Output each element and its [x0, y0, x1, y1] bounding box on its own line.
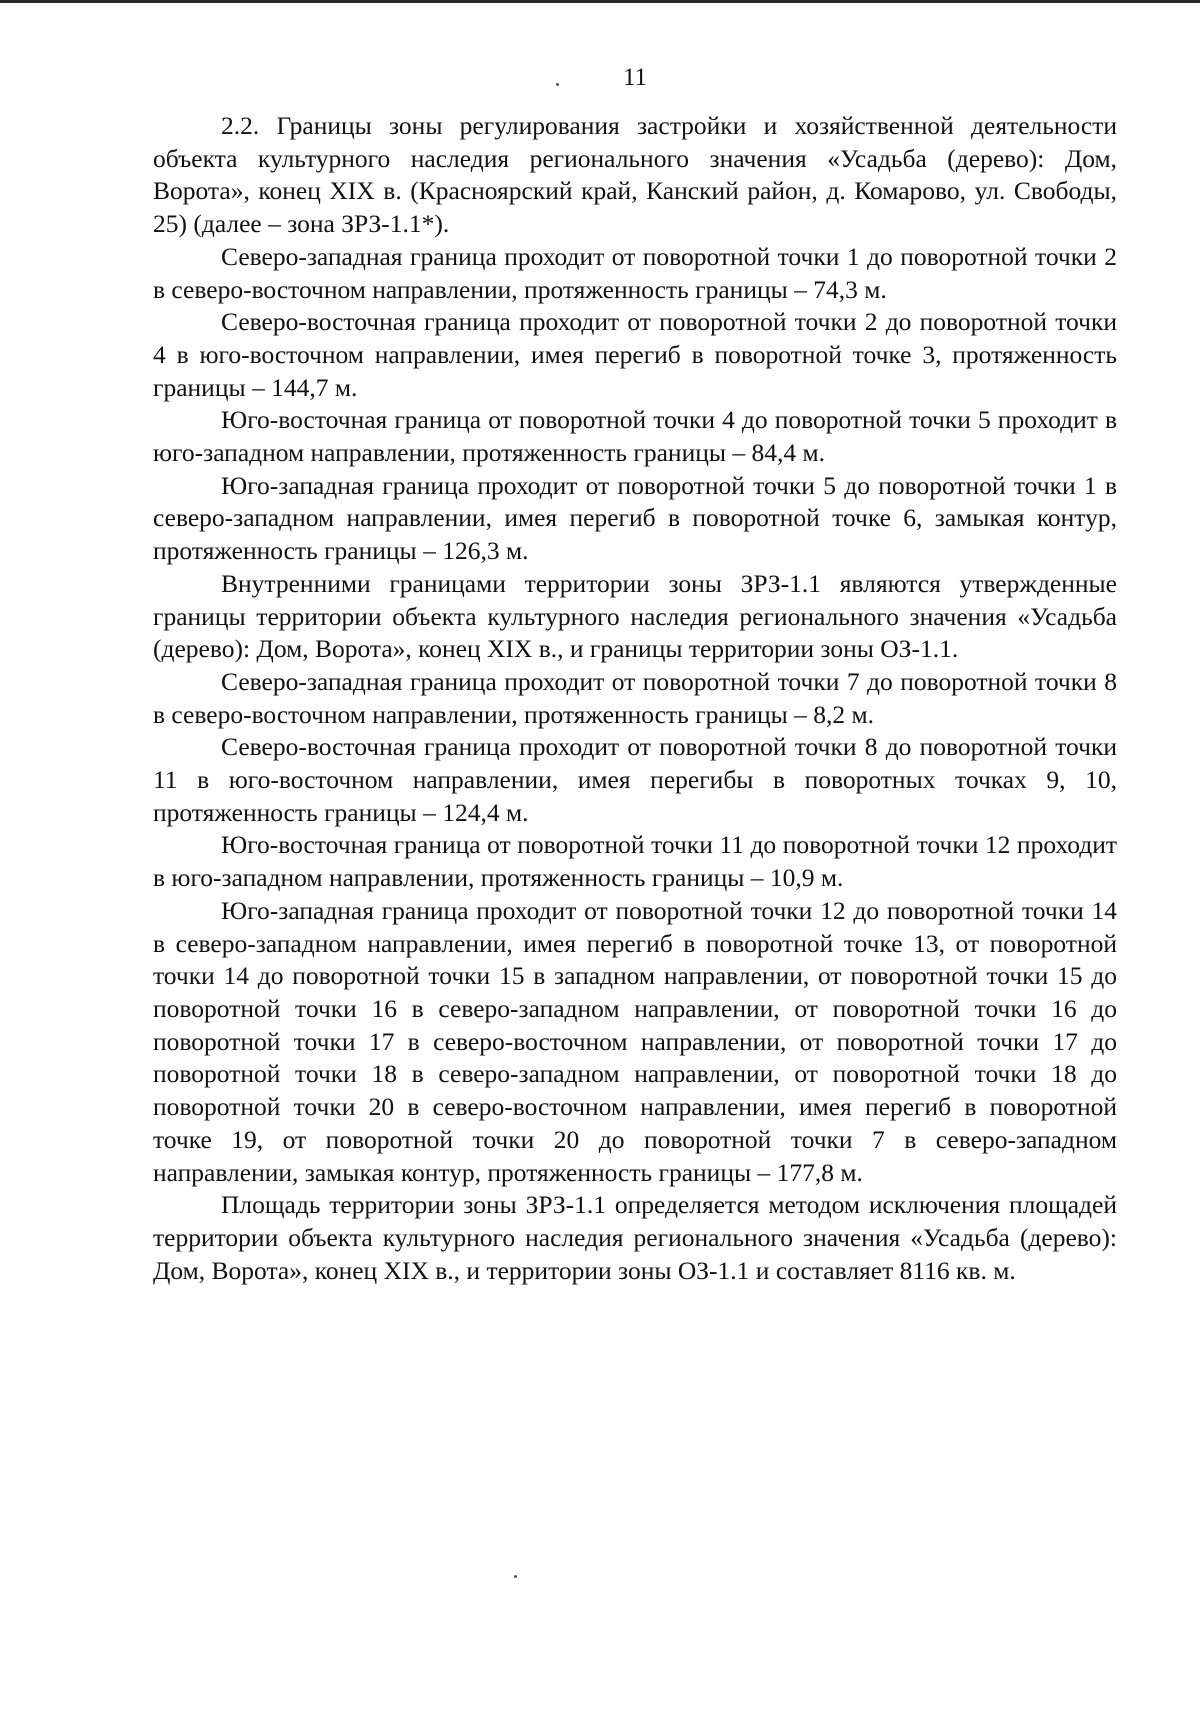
scan-top-edge — [0, 0, 1200, 3]
paragraph-ne-boundary: Северо-восточная граница проходит от поворотной точки 2 до поворотной точки 4 в юго-восточном направлении, имея перегиб в поворотной точке 3, протяженность границы – 144,7 м. — [153, 307, 1117, 402]
paragraph-se-boundary: Юго-восточная граница от поворотной точки 4 до поворотной точки 5 проходит в юго-западном направлении, протяженность границы – 84,4 м. — [153, 405, 1117, 468]
paragraph-nw-boundary: Северо-западная граница проходит от поворотной точки 1 до поворотной точки 2 в северо-восточном направлении, протяженность границы – 74,3 м. — [153, 241, 1117, 304]
paragraph-inner-se-boundary: Юго-восточная граница от поворотной точки 11 до поворотной точки 12 проходит в юго-западном направлении, протяженность границы – 10,9 м. — [153, 830, 1117, 893]
paragraph-sw-boundary: Юго-западная граница проходит от поворотной точки 5 до поворотной точки 1 в северо-западном направлении, имея перегиб в поворотной точке 6, замыкая контур, протяженность границы – 126,3 м. — [153, 470, 1117, 566]
scan-speck — [514, 1575, 517, 1578]
paragraph-area: Площадь территории зоны ЗРЗ-1.1 определяется методом исключения площадей территории объекта культурного наследия регионального значения «Усадьба (дерево): Дом, Ворота», конец XIX в., и территории зоны ОЗ-1.1 и составляет 8116 кв. м. — [153, 1190, 1117, 1285]
paragraph-inner-boundaries: Внутренними границами территории зоны ЗРЗ-1.1 являются утвержденные границы территории объекта культурного наследия регионального значения «Усадьба (дерево): Дом, Ворота», конец XIX в., и границы территории зоны ОЗ-1.1. — [153, 568, 1117, 664]
paragraph-inner-nw-boundary: Северо-западная граница проходит от поворотной точки 7 до поворотной точки 8 в северо-восточном направлении, протяженность границы – 8,2 м. — [153, 666, 1117, 729]
scan-speck — [556, 83, 559, 86]
paragraph-section-2-2: 2.2. Границы зоны регулирования застройки и хозяйственной деятельности объекта культурного наследия регионального значения «Усадьба (дерево): Дом, Ворота», конец XIX в. (Красноярский край, Канский район, д. Комарово, ул. Свободы, 25) (далее – зона ЗРЗ-1.1*). — [153, 111, 1117, 239]
paragraph-inner-sw-boundary: Юго-западная граница проходит от поворотной точки 12 до поворотной точки 14 в северо-западном направлении, имея перегиб в поворотной точке 13, от поворотной точки 14 до поворотной точки 15 в западном направлении, от поворотной точки 15 до поворотной точки 16 в северо-западном направлении, от поворотной точки 16 до поворотной точки 17 в северо-восточном направлении, от поворотной точки 17 до поворотной точки 18 в северо-западном направлении, от поворотной точки 18 до поворотной точки 20 в северо-восточном направлении, имея перегиб в поворотной точке 19, от поворотной точки 20 до поворотной точки 7 в северо-западном направлении, замыкая контур, протяженность границы – 177,8 м. — [153, 895, 1117, 1187]
paragraph-inner-ne-boundary: Северо-восточная граница проходит от поворотной точки 8 до поворотной точки 11 в юго-восточном направлении, имея перегибы в поворотных точках 9, 10, протяженность границы – 124,4 м. — [153, 732, 1117, 827]
page-number: 11 — [622, 64, 648, 91]
document-body — [153, 110, 1117, 1287]
